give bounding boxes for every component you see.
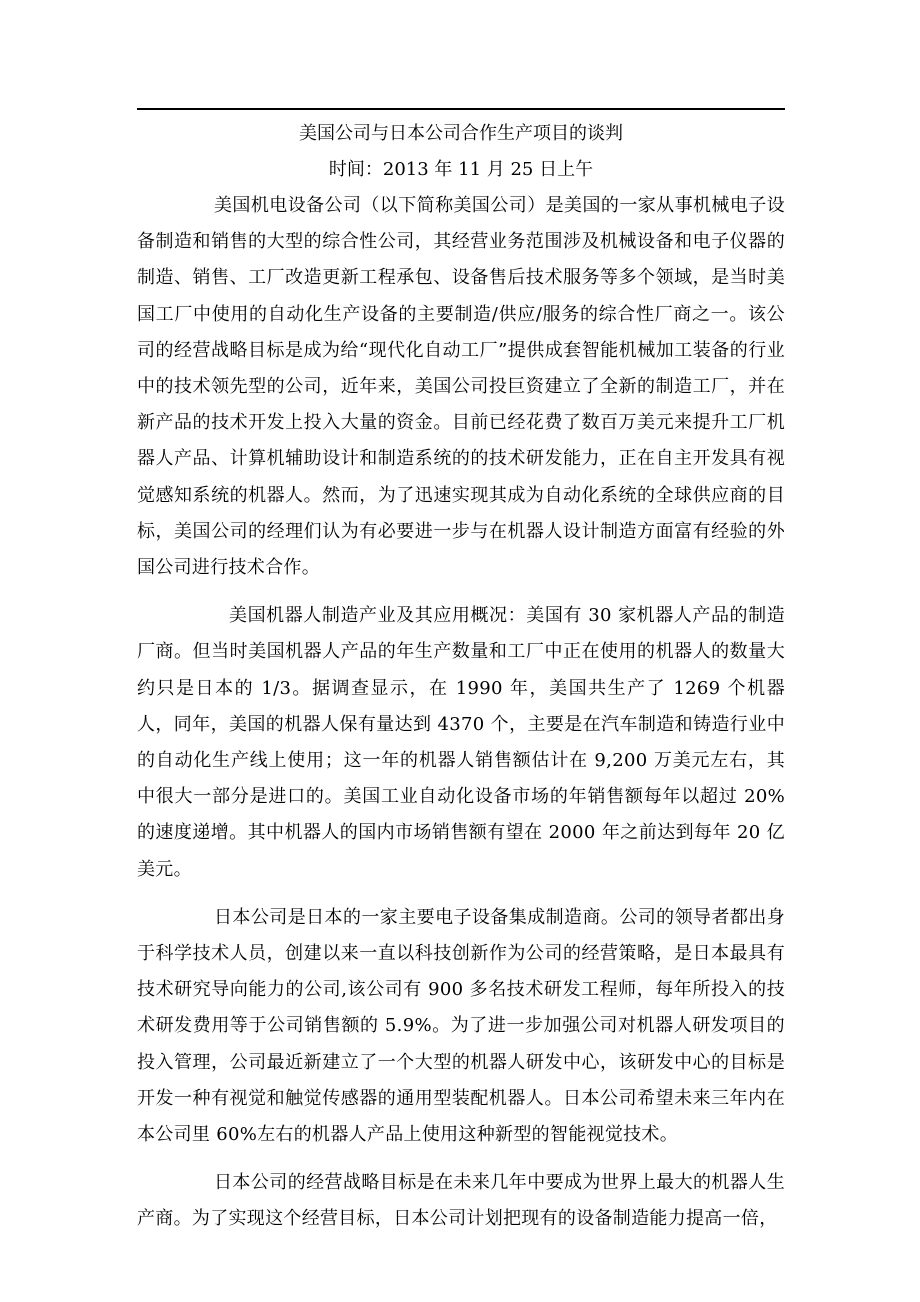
paragraph-japanese-company: 日本公司是日本的一家主要电子设备集成制造商。公司的领导者都出身于科学技术人员，创建以来一直以科技创新作为公司的经营策略，是日本最具有技术研究导向能力的公司,该公司有 900 多名技术研发工程师，每年所投入的技术研发费用等于公司销售额的 5.9%。为了进一步加强公司对机器人研发项目的投入管理，公司最近新建立了一个大型的机器人研发中心，该研发中心的目标是开发一种有视觉和触觉传感器的通用型装配机器人。日本公司希望未来三年内在本公司里 60%左右的机器人产品上使用这种新型的智能视觉技术。 <box>137 906 785 1146</box>
document-title: 美国公司与日本公司合作生产项目的谈判 <box>299 123 623 144</box>
paragraph-japanese-strategy: 日本公司的经营战略目标是在未来几年中要成为世界上最大的机器人生产商。为了实现这个经营目标，日本公司计划把现有的设备制造能力提高一倍， <box>137 1172 785 1230</box>
paragraph-us-robot-industry: 美国机器人制造产业及其应用概况：美国有 30 家机器人产品的制造厂商。但当时美国机器人产品的年生产数量和工厂中正在使用的机器人的数量大约只是日本的 1/3。据调查显示，在 1990 年，美国共生产了 1269 个机器人，同年，美国的机器人保有量达到 4370 个，主要是在汽车制造和铸造行业中的自动化生产线上使用；这一年的机器人销售额估计在 9,200 万美元左右，其中很大一部分是进口的。美国工业自动化设备市场的年销售额每年以超过 20%的速度递增。其中机器人的国内市场销售额有望在 2000 年之前达到每年 20 亿美元。 <box>137 605 785 880</box>
document-body <box>137 116 785 1250</box>
document-date: 时间：2013 年 11 月 25 日上午 <box>328 159 594 180</box>
paragraph-american-company: 美国机电设备公司（以下简称美国公司）是美国的一家从事机械电子设备制造和销售的大型的综合性公司，其经营业务范围涉及机械设备和电子仪器的制造、销售、工厂改造更新工程承包、设备售后技术服务等多个领域，是当时美国工厂中使用的自动化生产设备的主要制造/供应/服务的综合性厂商之一。该公司的经营战略目标是成为给“现代化自动工厂”提供成套智能机械加工装备的行业中的技术领先型的公司，近年来，美国公司投巨资建立了全新的制造工厂，并在新产品的技术开发上投入大量的资金。目前已经花费了数百万美元来提升工厂机器人产品、计算机辅助设计和制造系统的的技术研发能力，正在自主开发具有视觉感知系统的机器人。然而，为了迅速实现其成为自动化系统的全球供应商的目标，美国公司的经理们认为有必要进一步与在机器人设计制造方面富有经验的外国公司进行技术合作。 <box>137 195 785 579</box>
header-rule <box>137 108 785 110</box>
